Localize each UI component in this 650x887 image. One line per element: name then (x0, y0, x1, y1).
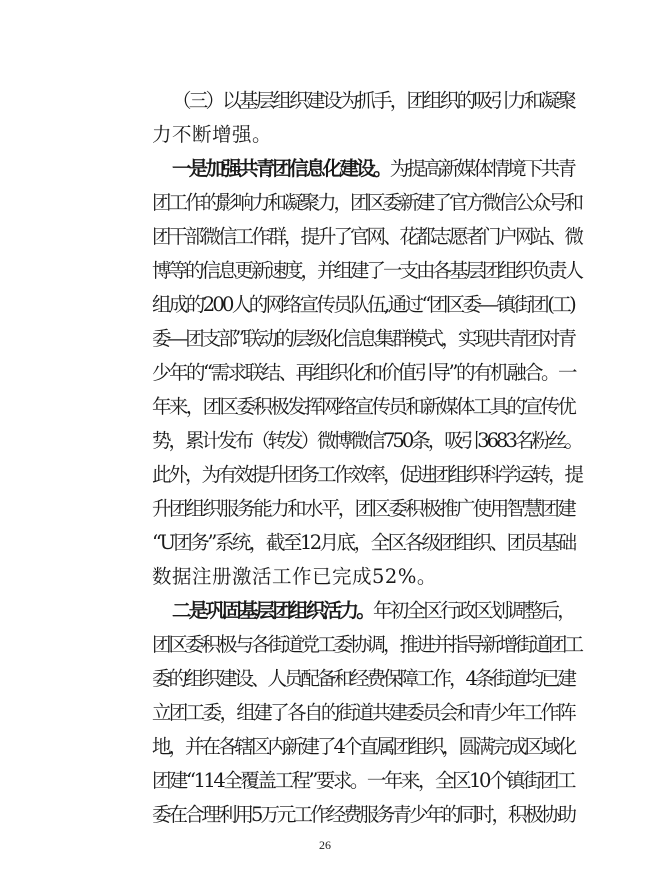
paragraph-2-line-1 (172, 595, 574, 627)
paragraph-1-line-7: 少年的“需求联结、再组织化和价值引导”的有机融合。一 (152, 361, 575, 384)
paragraph-1-line-12: “U团务”系统，截至12月底，全区各级团组织、团员基础 (152, 531, 575, 554)
paragraph-2-line-4: 立团工委，组建了各自的街道共建委员会和青少年工作阵 (152, 701, 574, 724)
paragraph-2-line-2: 团区委积极与各街道党工委协调，推进并指导新增街道团工 (152, 633, 582, 656)
paragraph-1-line-1 (172, 153, 574, 185)
paragraph-1-line-1-text: 为提高新媒体情境下共青 (389, 157, 575, 180)
paragraph-1-line-11: 升团组织服务能力和水平，团区委积极推广使用智慧团建 (152, 497, 574, 520)
bold-lead-grassroots: 二是巩固基层团组织活力。 (172, 599, 374, 622)
paragraph-1-line-5: 组成的200人的网络宣传员队伍,通过“团区委—镇街团(工) (152, 293, 574, 316)
paragraph-2-line-7: 委在合理利用5万元工作经费服务青少年的同时，积极协助 (152, 803, 574, 826)
page-number: 26 (319, 838, 331, 852)
paragraph-1-line-6: 委—团支部”联动的层级化信息集群模式，实现共青团对青 (152, 327, 574, 350)
paragraph-1-line-10: 此外，为有效提升团务工作效率，促进团组织科学运转，提 (152, 463, 582, 486)
paragraph-1-line-2: 团工作的影响力和凝聚力，团区委新建了官方微信公众号和 (152, 191, 582, 214)
paragraph-2-line-1-text: 年初全区行政区划调整后， (373, 599, 575, 622)
paragraph-2-line-6: 团建“114全覆盖工程”要求。一年来，全区10个镇街团工 (152, 769, 574, 792)
paragraph-1-line-3: 团干部微信工作群，提升了官网、花都志愿者门户网站、微 (152, 225, 582, 248)
paragraph-2-line-5: 地，并在各辖区内新建了4个直属团组织，圆满完成区域化 (152, 735, 574, 758)
section-heading-line-2: 力不断增强。 (152, 123, 273, 146)
paragraph-1-line-8: 年来，团区委积极发挥网络宣传员和新媒体工具的宣传优 (152, 395, 574, 418)
paragraph-1-line-13: 数据注册激活工作已完成52%。 (152, 565, 437, 588)
paragraph-2-line-3: 委的组织建设、人员配备和经费保障工作，4条街道均已建 (152, 667, 574, 690)
section-heading-line-1: （三）以基层组织建设为抓手，团组织的吸引力和凝聚 (172, 89, 575, 112)
paragraph-1-line-4: 博等的信息更新速度，并组建了一支由各基层团组织负责人 (152, 259, 582, 282)
bold-lead-informatization: 一是加强共青团信息化建设。 (172, 157, 390, 180)
paragraph-1-line-9: 势，累计发布（转发）微博微信750条，吸引3683名粉丝。 (152, 429, 581, 452)
